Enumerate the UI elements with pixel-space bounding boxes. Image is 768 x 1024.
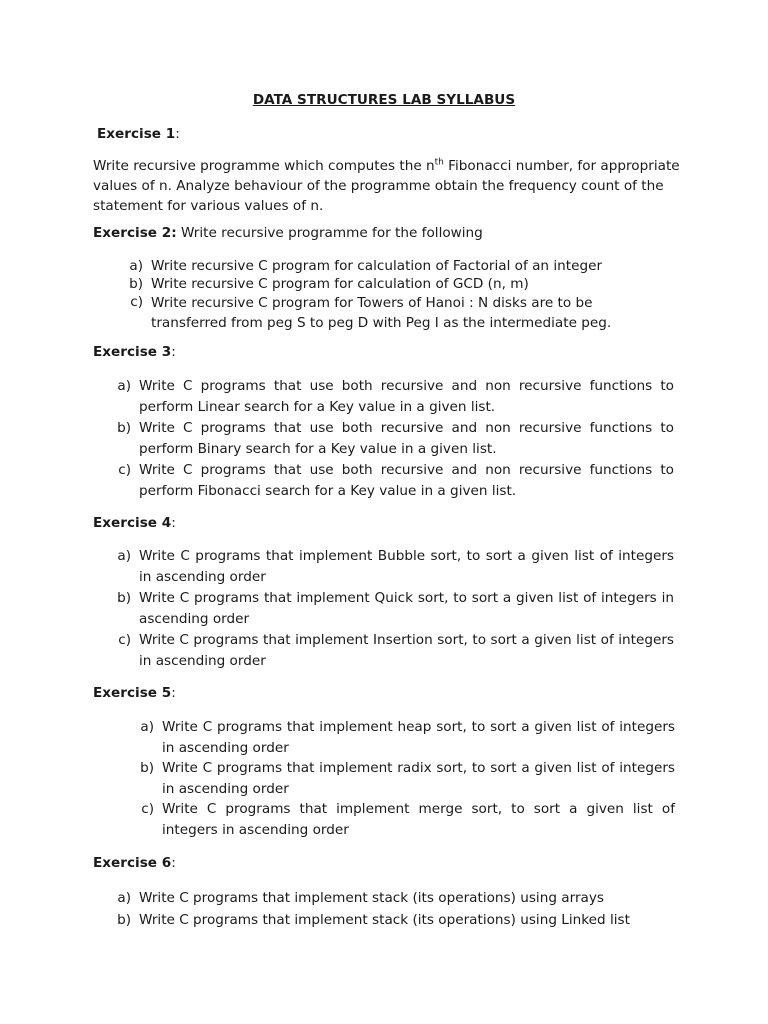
exercise-3-list: [117, 376, 674, 502]
exercise-5-heading-text: Exercise 5: [93, 685, 172, 701]
exercise-2-intro-text: Write recursive programme for the following: [176, 225, 483, 241]
list-item: [130, 293, 631, 333]
list-item-text: Write C programs that implement heap sort, to sort a given list of integers in ascending order: [162, 719, 675, 756]
list-item: [117, 546, 674, 588]
exercise-6-heading-text: Exercise 6: [93, 855, 172, 871]
list-item-text: Write C programs that use both recursive and non recursive functions to perform Linear search for a Key value in a given list.: [139, 378, 674, 415]
exercise-3-heading: [93, 342, 176, 362]
exercise-3-heading-text: Exercise 3: [93, 344, 172, 360]
list-item-text: Write C programs that use both recursive and non recursive functions to perform Binary search for a Key value in a given list.: [139, 420, 674, 457]
list-item-label: a): [129, 258, 143, 274]
exercise-4-list: [117, 546, 674, 672]
exercise-2-heading: Exercise 2: [93, 225, 172, 241]
list-item-text: Write C programs that implement stack (its operations) using arrays: [139, 890, 605, 906]
list-item-text: Write C programs that implement merge sort, to sort a given list of integers in ascending order: [162, 801, 675, 838]
list-item-text: Write recursive C program for calculation of Factorial of an integer: [151, 258, 603, 274]
list-item-label: b): [117, 420, 131, 436]
list-item-label: b): [140, 760, 154, 776]
list-item-text: Write C programs that implement Quick sort, to sort a given list of integers in ascending order: [139, 590, 674, 627]
exercise-5-colon: :: [171, 685, 176, 701]
list-item-text: Write C programs that implement Insertion sort, to sort a given list of integers in ascending order: [139, 632, 674, 669]
list-item-label: b): [129, 276, 143, 292]
list-item-text: Write C programs that implement radix sort, to sort a given list of integers in ascending order: [162, 760, 675, 797]
exercise-6-list: [117, 887, 699, 931]
exercise-3-colon: :: [171, 344, 176, 360]
exercise-1-text-a: Write recursive programme which computes the n: [93, 158, 435, 174]
page-title: DATA STRUCTURES LAB SYLLABUS: [252, 92, 516, 108]
list-item: [117, 909, 699, 931]
list-item-label: c): [141, 801, 154, 817]
exercise-4-heading: [93, 513, 176, 533]
exercise-2-intro: [93, 223, 683, 243]
list-item-label: a): [117, 378, 131, 394]
exercise-2-list: [129, 257, 631, 333]
list-item-label: a): [117, 890, 131, 906]
list-item: [129, 257, 631, 275]
exercise-2-colon: :: [171, 225, 177, 241]
exercise-1-text-b: Fibonacci number, for appropriate values of n. Analyze behaviour of the programme obtain the frequency count of the statement for various values of n.: [93, 158, 680, 214]
list-item: [129, 275, 631, 293]
exercise-1-superscript: th: [434, 157, 444, 168]
list-item-text: Write recursive C program for Towers of Hanoi : N disks are to be transferred from peg S to peg D with Peg I as the intermediate peg.: [151, 295, 612, 331]
exercise-6-colon: :: [171, 855, 176, 871]
exercise-1-heading-text: Exercise 1: [97, 126, 176, 142]
exercise-1-paragraph: [93, 156, 683, 216]
list-item-label: a): [117, 548, 131, 564]
list-item: [117, 588, 674, 630]
list-item-label: c): [118, 462, 131, 478]
list-item-label: b): [117, 590, 131, 606]
list-item: [118, 460, 674, 502]
list-item: [141, 799, 675, 840]
list-item: [117, 376, 674, 418]
list-item-text: Write recursive C program for calculation of GCD (n, m): [151, 276, 529, 292]
list-item: [117, 887, 699, 909]
exercise-1-colon: :: [175, 126, 180, 142]
list-item-label: a): [140, 719, 154, 735]
exercise-4-heading-text: Exercise 4: [93, 515, 172, 531]
list-item: [118, 630, 674, 672]
exercise-5-list: [140, 717, 675, 840]
list-item-text: Write C programs that use both recursive and non recursive functions to perform Fibonacci search for a Key value in a given list.: [139, 462, 674, 499]
exercise-1-heading: [97, 124, 180, 144]
list-item: [140, 717, 675, 758]
list-item-label: c): [130, 294, 143, 310]
list-item-text: Write C programs that implement stack (its operations) using Linked list: [139, 912, 630, 928]
exercise-4-colon: :: [171, 515, 176, 531]
list-item-text: Write C programs that implement Bubble sort, to sort a given list of integers in ascending order: [139, 548, 674, 585]
exercise-6-heading: [93, 853, 176, 873]
list-item-label: c): [118, 632, 131, 648]
exercise-5-heading: [93, 683, 176, 703]
list-item-label: b): [117, 912, 131, 928]
list-item: [140, 758, 675, 799]
list-item: [117, 418, 674, 460]
